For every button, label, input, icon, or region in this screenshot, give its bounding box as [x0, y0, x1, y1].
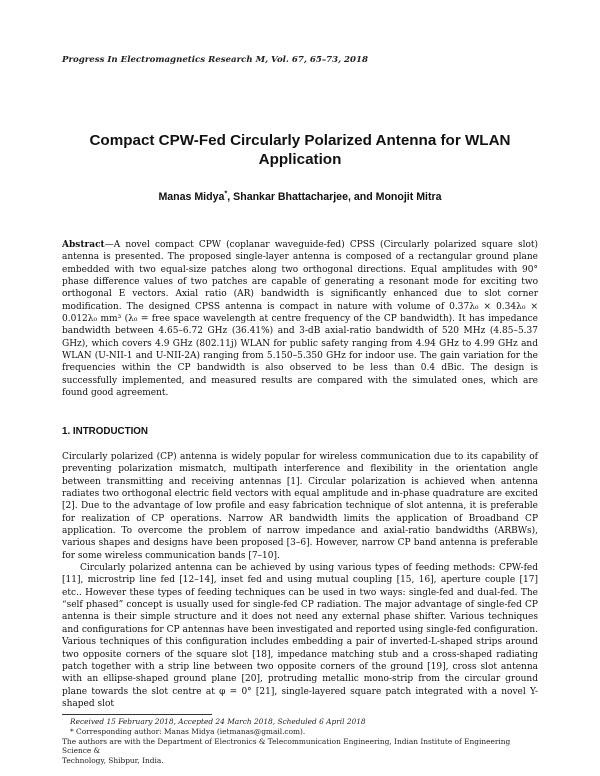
abstract-text: —A novel compact CPW (coplanar waveguide-fed) CPSS (Circularly polarized square slot) antenna is presented. The proposed single-layer antenna is composed of a rectangular ground plane embedded with two equal-size patches along two orthogonal directions. Equal amplitudes with 90° phase difference values of two patches are capable of generating a resonant mode for exciting two orthogonal E vectors. Axial ratio (AR) bandwidth is significantly enhanced due to slot corner modification. The designed CPSS antenna is compact in nature with volume of 0.37λ₀ × 0.34λ₀ × 0.012λ₀ mm³ (λ₀ = free space wavelength at centre frequency of the CP bandwidth). It has impedance bandwidth between 4.65–6.72 GHz (36.41%) and 3-dB axial-ratio bandwidth of 520 MHz (4.85–5.37 GHz), which covers 4.9 GHz (802.11j) WLAN for public safety ranging from 4.94 GHz to 4.99 GHz and WLAN (U-NII-1 and U-NII-2A) ranging from 5.150–5.350 GHz for indoor use. The gain variation for the frequencies within the CP bandwidth is also observed to be less than 0.4 dBic. The design is successfully implemented, and measured results are compared with the simulated ones, which are found good agreement. [62, 240, 538, 399]
journal-header: Progress In Electromagnetics Research M, Vol. 67, 65–73, 2018 [62, 55, 368, 65]
section-heading: 1. INTRODUCTION [62, 426, 148, 437]
body-text [62, 451, 538, 710]
footnote-affiliation-line-1: The authors are with the Department of Electronics & Telecommunication Engineering, Indian Institute of Engineering Science & [62, 736, 511, 756]
footnote-affiliation-line-2: Technology, Shibpur, India. [62, 756, 164, 766]
abstract [62, 239, 538, 399]
abstract-label: Abstract [62, 240, 105, 250]
body-paragraph-2: Circularly polarized antenna can be achieved by using various types of feeding methods: CPW-fed [11], microstrip line fed [12–14], inset fed and using mutual coupling [15, 16], aperture couple [17] etc.. However these types of feeding techniques can be used in two ways: single-fed and dual-fed. The “self phased” concept is usually used for single-fed CP radiation. The major advantage of single-fed CP antenna is their simple structure and it does not need any external phase shifter. Various techniques and configurations for CP antennas have been investigated and reported using single-fed configuration. Various techniques of this configuration includes embedding a pair of inverted-L-shaped strips around two opposite corners of the square slot [18], impedance matching stub and a cross-shaped radiating patch together with a strip line between two opposite corners of the ground [19], cross slot antenna with an ellipse-shaped ground plane [20], protruding metallic mono-strip from the circular ground plane towards the slot centre at φ = 0° [21], single-layered square patch integrated with a novel Y-shaped slot [62, 563, 538, 709]
footnote-dates: Received 15 February 2018, Accepted 24 March 2018, Scheduled 6 April 2018 [70, 717, 366, 726]
footnote-corresponding: * Corresponding author: Manas Midya (ietmanas@gmail.com). [70, 726, 306, 736]
author-names-rest: , Shankar Bhattacharjee, and Monojit Mitra [227, 191, 442, 203]
body-paragraph-1: Circularly polarized (CP) antenna is widely popular for wireless communication due to its capability of preventing polarization mismatch, multipath interference and flexibility in the orientation angle between transmitting and receiving antennas [1]. Circular polarization is achieved when antenna radiates two orthogonal electric field vectors with equal amplitude and in-phase quadrature are excited [2]. Due to the advantage of low profile and easy fabrication technique of slot antenna, it is preferable for realization of CP operations. Narrow AR bandwidth limits the application of Broadband CP application. To overcome the problem of narrow impedance and axial-ratio bandwidths (ARBWs), various shapes and designs have been proposed [3–6]. However, narrow CP band antenna is preferable for some wireless communication bands [7–10]. [62, 452, 538, 561]
author-name-1: Manas Midya [158, 191, 225, 203]
footnotes [62, 717, 538, 766]
paper-title: Compact CPW-Fed Circularly Polarized Antenna for WLAN Application [89, 132, 511, 168]
corresponding-author-mark: * [224, 188, 228, 198]
footnote-divider [62, 714, 212, 715]
author-list [62, 188, 538, 203]
